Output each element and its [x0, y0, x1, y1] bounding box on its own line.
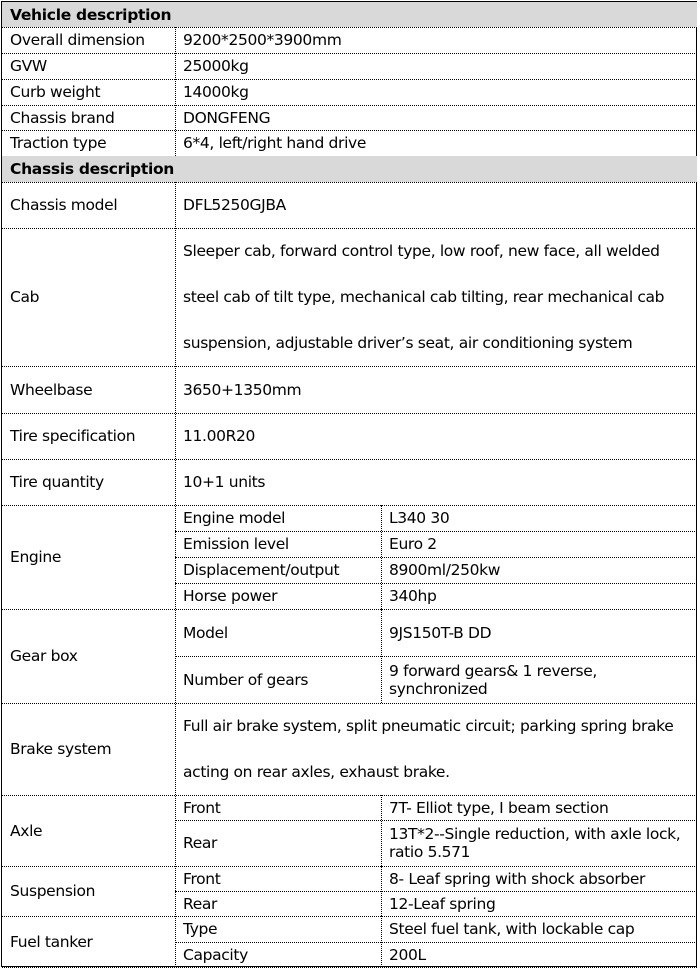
column-divider: [381, 505, 382, 609]
sub-value: 8900ml/250kw: [389, 561, 501, 579]
row-value: Sleeper cab, forward control type, low roof, new face, all welded steel cab of tilt type, mechanical cab tilting, rear mechanical cab suspension, adjustable driver’s seat, air conditioning system: [183, 242, 665, 352]
section-header-chassis: Chassis description: [2, 156, 697, 182]
row-label: Tire specification: [10, 427, 136, 445]
row-value: 14000kg: [183, 83, 249, 101]
sub-value: 7T- Elliot type, I beam section: [389, 798, 609, 817]
column-divider: [381, 795, 382, 866]
sub-value: Euro 2: [389, 535, 437, 553]
sub-label: Front: [183, 869, 221, 888]
sub-value: Steel fuel tank, with lockable cap: [389, 920, 635, 938]
row-divider: [2, 967, 697, 968]
column-divider: [381, 916, 382, 967]
column-divider: [175, 182, 176, 967]
sub-label: Horse power: [183, 587, 278, 605]
row-label: Tire quantity: [10, 473, 104, 491]
group-label: Gear box: [10, 647, 78, 665]
sub-value: 200L: [389, 945, 426, 964]
row-value: 25000kg: [183, 57, 249, 75]
sub-label: Type: [183, 920, 218, 938]
column-divider: [381, 609, 382, 703]
sub-label: Number of gears: [183, 670, 309, 689]
group-label: Axle: [10, 821, 43, 840]
group-label: Suspension: [10, 882, 96, 900]
sub-value: L340 30: [389, 509, 450, 527]
spec-table: [1, 1, 697, 967]
row-value: DFL5250GJBA: [183, 196, 286, 214]
sub-value: 8- Leaf spring with shock absorber: [389, 869, 646, 888]
sub-label: Model: [183, 623, 228, 642]
row-label: Traction type: [10, 134, 107, 152]
column-divider: [381, 866, 382, 916]
row-label: Wheelbase: [10, 380, 93, 399]
row-label: Brake system: [10, 740, 112, 758]
row-label: Overall dimension: [10, 31, 145, 49]
row-value: 10+1 units: [183, 473, 266, 491]
sub-label: Engine model: [183, 509, 286, 527]
column-divider: [175, 27, 176, 156]
sub-label: Rear: [183, 834, 218, 852]
row-label: GVW: [10, 57, 47, 75]
sub-value: 9JS150T-B DD: [389, 623, 492, 642]
sub-value: 9 forward gears& 1 reverse, synchronized: [389, 661, 598, 698]
row-value: 6*4, left/right hand drive: [183, 134, 367, 152]
sub-label: Rear: [183, 894, 218, 913]
row-label: Chassis model: [10, 196, 118, 214]
row-label: Chassis brand: [10, 108, 115, 127]
row-label: Curb weight: [10, 83, 101, 101]
group-label: Fuel tanker: [10, 932, 93, 951]
row-label: Cab: [10, 288, 40, 306]
sub-value: 340hp: [389, 587, 437, 605]
row-value: 9200*2500*3900mm: [183, 31, 342, 49]
row-value: 3650+1350mm: [183, 380, 302, 399]
group-label: Engine: [10, 548, 62, 566]
sub-label: Emission level: [183, 535, 289, 553]
sub-label: Displacement/output: [183, 561, 340, 579]
row-value: DONGFENG: [183, 108, 271, 127]
section-header-vehicle: Vehicle description: [2, 2, 697, 27]
sub-label: Front: [183, 798, 221, 817]
sub-value: 13T*2--Single reduction, with axle lock, ratio 5.571: [389, 825, 681, 861]
row-value: 11.00R20: [183, 427, 256, 445]
sub-label: Capacity: [183, 945, 248, 964]
sub-value: 12-Leaf spring: [389, 894, 496, 913]
row-value: Full air brake system, split pneumatic circuit; parking spring brake acting on rear axles, exhaust brake.: [183, 717, 674, 781]
